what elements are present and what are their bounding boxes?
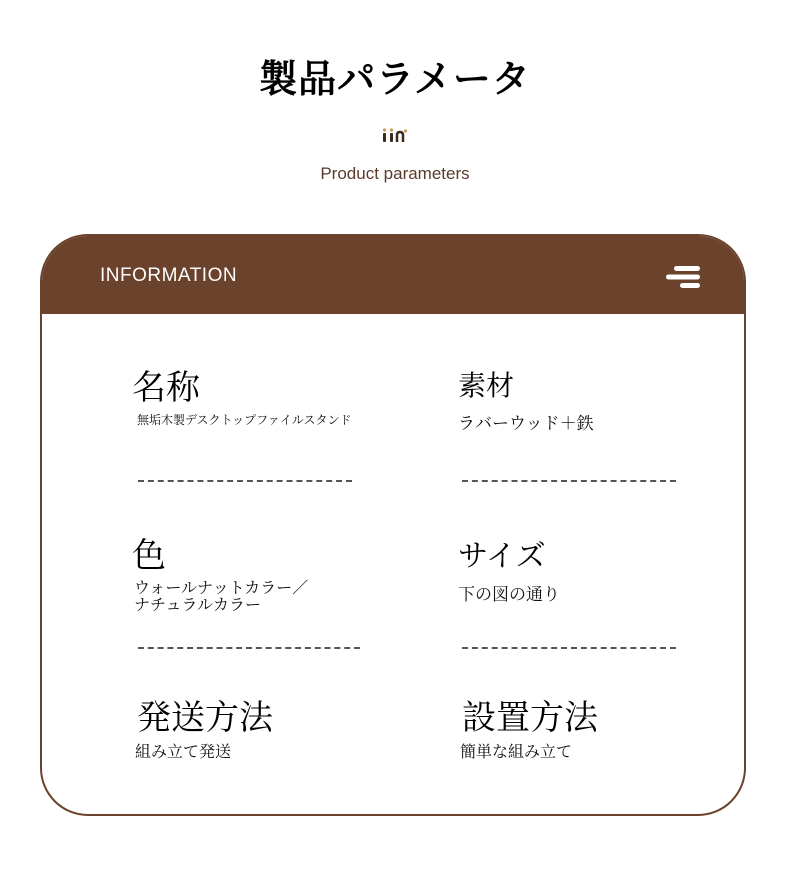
divider <box>462 480 676 482</box>
param-label: サイズ <box>458 539 546 574</box>
divider <box>462 647 676 649</box>
card-header-title: INFORMATION <box>100 265 238 286</box>
small-ornament-icon <box>381 127 409 143</box>
param-name <box>132 360 352 429</box>
page-subtitle: Product parameters <box>320 164 470 183</box>
param-value: ラバーウッド＋鉄 <box>458 414 594 434</box>
param-color <box>132 528 308 613</box>
param-value-line: ナチュラルカラー <box>134 595 262 614</box>
param-label: 色 <box>132 536 166 576</box>
param-value-line: ウォールナットカラー／ <box>134 578 309 597</box>
card-header <box>42 236 744 314</box>
param-value: 下の図の通り <box>458 585 560 605</box>
param-installation <box>462 690 598 760</box>
param-value: 簡単な組み立て <box>460 742 573 761</box>
param-material <box>458 364 594 433</box>
param-shipping <box>137 690 273 760</box>
divider <box>138 647 360 649</box>
page-title: 製品パラメータ <box>259 57 531 101</box>
param-value: 組み立て発送 <box>135 742 232 761</box>
param-size <box>458 531 560 604</box>
param-label: 発送方法 <box>137 698 273 738</box>
information-card <box>40 234 746 816</box>
param-label: 素材 <box>458 369 515 402</box>
param-value: 無垢木製デスクトップファイルスタンド <box>137 413 352 427</box>
param-label: 名称 <box>132 368 200 408</box>
param-label: 設置方法 <box>462 698 598 738</box>
divider <box>138 480 352 482</box>
menu-lines-icon <box>664 265 702 289</box>
